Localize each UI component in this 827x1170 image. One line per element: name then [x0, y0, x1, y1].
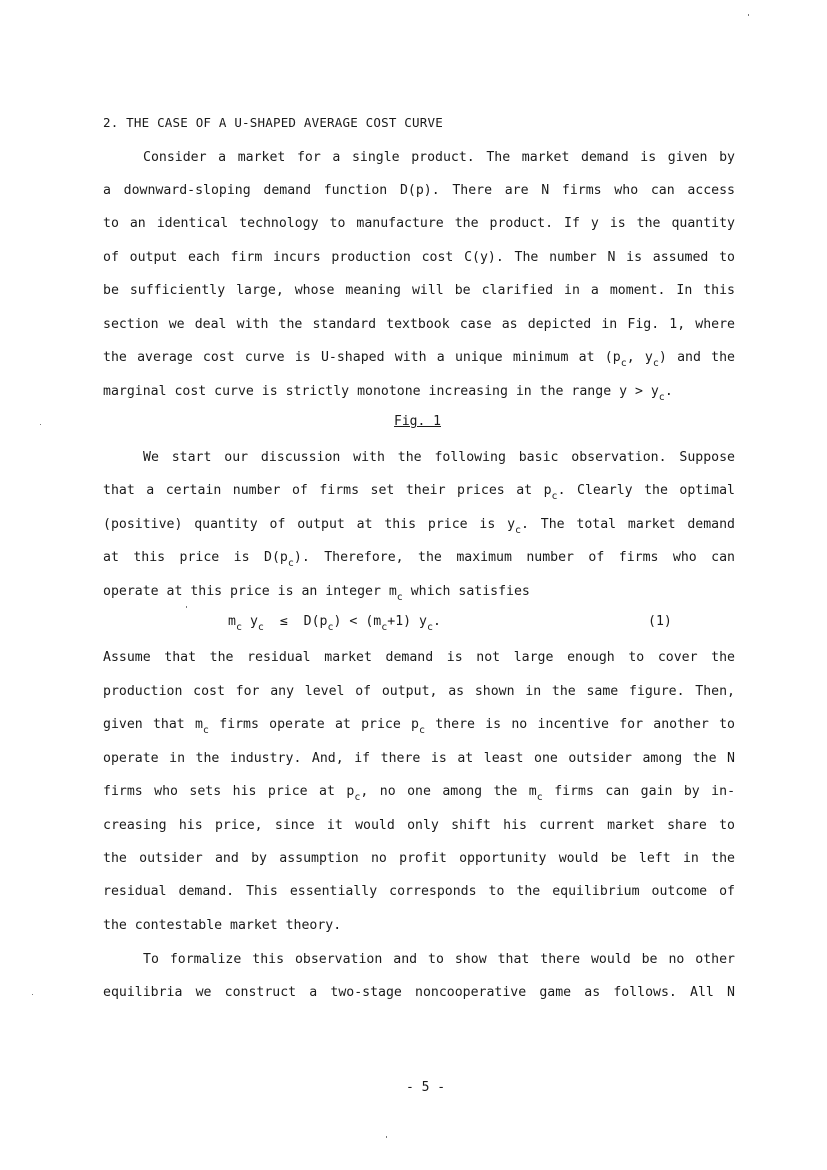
paragraph-4-line-2: equilibria we construct a two-stage noncooperative game as follows. All N	[103, 985, 735, 1000]
paragraph-1-line-6: section we deal with the standard textbook case as depicted in Fig. 1, where	[103, 317, 735, 332]
paragraph-2-line-3	[103, 515, 735, 535]
page-number: - 5 -	[406, 1080, 446, 1095]
text-segment: the average cost curve is U-shaped with a unique minimum at (p	[103, 350, 621, 365]
paragraph-3-line-7: the outsider and by assumption no profit opportunity would be left in the	[103, 851, 735, 866]
equation-1	[228, 614, 441, 633]
paragraph-3-line-4: operate in the industry. And, if there is at least one outsider among the N	[103, 751, 735, 766]
equation-number: (1)	[648, 614, 672, 629]
scan-speck	[32, 994, 33, 995]
subscript-c: c	[419, 725, 426, 736]
text-segment: there is no incentive for another to	[425, 717, 735, 732]
paragraph-1-line-1: Consider a market for a single product. The market demand is given by	[143, 150, 735, 165]
text-segment: , no one among the m	[360, 784, 537, 799]
subscript-c: c	[287, 558, 294, 569]
text-segment: .	[664, 384, 673, 399]
text-segment: which satisfies	[402, 584, 530, 599]
text-segment: marginal cost curve is strictly monotone increasing in the range y > y	[103, 384, 659, 399]
paragraph-2-line-1: We start our discussion with the following basic observation. Suppose	[143, 450, 735, 465]
subscript-c: c	[652, 358, 659, 369]
eq-symbol: m	[228, 614, 236, 629]
paragraph-3-line-2: production cost for any level of output, as shown in the same figure. Then,	[103, 684, 735, 699]
text-segment: (positive) quantity of output at this price is y	[103, 517, 516, 532]
text-segment: at this price is D(p	[103, 550, 288, 565]
eq-operator: ≤	[279, 614, 288, 629]
text-segment: firms who sets his price at p	[103, 784, 355, 799]
eq-operator: <	[349, 614, 358, 629]
eq-symbol: y	[249, 614, 258, 629]
text-segment: firms can gain by in-	[542, 784, 736, 799]
subscript-c: c	[327, 622, 334, 633]
paragraph-3-line-5	[103, 782, 735, 802]
text-segment: ) and the	[658, 350, 735, 365]
scan-speck	[748, 14, 749, 16]
paragraph-1-line-2: a downward-sloping demand function D(p). There are N firms who can access	[103, 183, 735, 198]
paragraph-3-line-1: Assume that the residual market demand is not large enough to cover the	[103, 650, 735, 665]
eq-symbol: (m	[365, 614, 382, 629]
eq-symbol: D(p	[303, 614, 328, 629]
paragraph-3-line-8: residual demand. This essentially corresponds to the equilibrium outcome of	[103, 884, 735, 899]
eq-symbol: )	[333, 614, 342, 629]
subscript-c: c	[396, 592, 403, 603]
paragraph-2-line-2	[103, 481, 735, 501]
paragraph-2-line-4	[103, 548, 735, 568]
text-segment: . Clearly the optimal	[557, 483, 735, 498]
subscript-c: c	[658, 392, 665, 403]
eq-symbol: +1)	[387, 614, 412, 629]
subscript-c: c	[620, 358, 627, 369]
scan-speck	[186, 606, 187, 608]
figure-reference-label: Fig. 1	[394, 414, 441, 429]
text-segment: that a certain number of firms set their prices at p	[103, 483, 552, 498]
section-heading: 2. THE CASE OF A U-SHAPED AVERAGE COST CURVE	[103, 115, 443, 130]
paragraph-1-line-3: to an identical technology to manufacture the product. If y is the quantity	[103, 216, 735, 231]
eq-symbol: y	[419, 614, 427, 629]
text-segment: firms operate at price p	[208, 717, 419, 732]
paragraph-1-line-7	[103, 348, 735, 368]
subscript-c: c	[202, 725, 209, 736]
paragraph-3-line-3	[103, 715, 735, 735]
subscript-c: c	[426, 622, 434, 633]
paragraph-3-line-9: the contestable market theory.	[103, 918, 342, 933]
text-segment: , y	[626, 350, 653, 365]
eq-symbol: .	[433, 614, 441, 629]
scan-speck	[40, 424, 41, 425]
paragraph-2-line-5	[103, 582, 735, 602]
subscript-c: c	[354, 792, 361, 803]
paragraph-1-line-4: of output each firm incurs production cost C(y). The number N is assumed to	[103, 250, 735, 265]
text-segment: operate at this price is an integer m	[103, 584, 397, 599]
subscript-c: c	[515, 525, 522, 536]
paragraph-4-line-1: To formalize this observation and to show that there would be no other	[143, 952, 735, 967]
paragraph-1-line-8	[103, 382, 735, 402]
subscript-c: c	[257, 622, 264, 633]
subscript-c: c	[536, 792, 543, 803]
paragraph-1-line-5: be sufficiently large, whose meaning will be clarified in a moment. In this	[103, 283, 735, 298]
subscript-c: c	[381, 622, 388, 633]
paragraph-3-line-6: creasing his price, since it would only shift his current market share to	[103, 818, 735, 833]
text-segment: . The total market demand	[521, 517, 735, 532]
text-segment: ). Therefore, the maximum number of firms who can	[293, 550, 735, 565]
text-segment: given that m	[103, 717, 203, 732]
subscript-c: c	[235, 622, 242, 633]
scan-speck	[386, 1136, 387, 1138]
subscript-c: c	[551, 491, 558, 502]
